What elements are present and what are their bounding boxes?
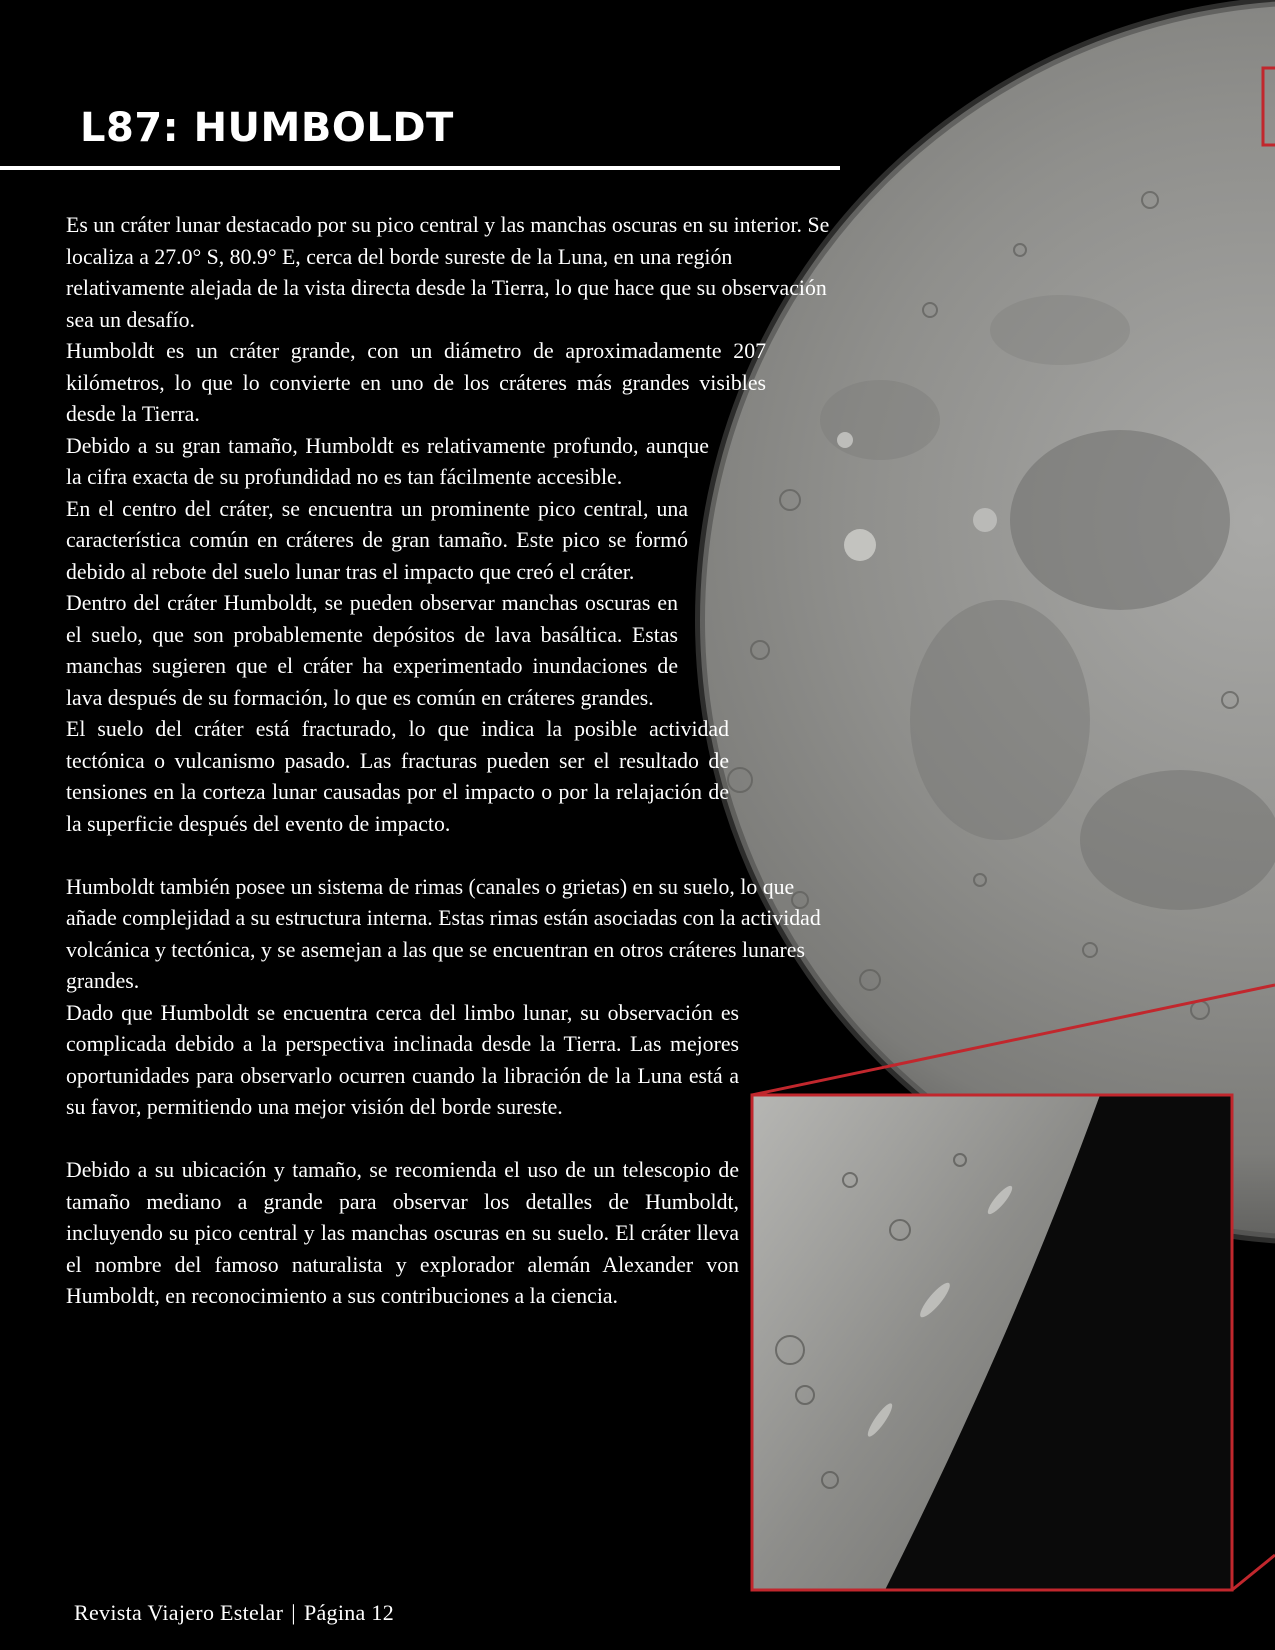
paragraph-7: Humboldt también posee un sistema de rimas (canales o grietas) en su suelo, lo que añade complejidad a su estructura interna. Estas rimas están asociadas con la actividad volcánica y tectónica, y se asemejan a las que se encuentran en otros cráteres lunares grandes. — [66, 874, 821, 993]
paragraph-1: Es un cráter lunar destacado por su pico central y las manchas oscuras en su interior. Se localiza a 27.0° S, 80.9° E, cerca del borde sureste de la Luna, en una región relativamente alejada de la vista directa desde la Tierra, lo que hace que su observación sea un desafío. — [66, 213, 830, 332]
paragraph-6: El suelo del cráter está fracturado, lo que indica la posible actividad tectónica o vulcanismo pasado. Las fracturas pueden ser el resultado de tensiones en la corteza lunar causadas por el impacto o por la relajación de la superficie después del evento de impacto. — [66, 717, 729, 836]
paragraph-2: Humboldt es un cráter grande, con un diámetro de aproximadamente 207 kilómetros, lo que lo convierte en uno de los cráteres más grandes visibles desde la Tierra. — [66, 339, 766, 426]
paragraph-4: En el centro del cráter, se encuentra un prominente pico central, una característica común en cráteres de gran tamaño. Este pico se formó debido al rebote del suelo lunar tras el impacto que creó el cráter. — [66, 496, 688, 584]
article-body — [66, 210, 856, 1313]
paragraph-8: Dado que Humboldt se encuentra cerca del limbo lunar, su observación es complicada debido a la perspectiva inclinada desde la Tierra. Las mejores oportunidades para observarlo ocurren cuando la libración de la Luna está a su favor, permitiendo una mejor visión del borde sureste. — [66, 1000, 739, 1119]
footer-page-number: Página 12 — [303, 1600, 395, 1625]
footer-separator: | — [291, 1600, 296, 1625]
page-footer — [74, 1600, 394, 1626]
connector-line-bottom — [1232, 1555, 1275, 1590]
paragraph-3: Debido a su gran tamaño, Humboldt es relativamente profundo, aunque la cifra exacta de su profundidad no es tan fácilmente accesible. — [66, 433, 709, 489]
page-title: L87: HUMBOLDT — [80, 105, 454, 151]
footer-magazine-name: Revista Viajero Estelar — [74, 1600, 284, 1625]
paragraph-gap — [66, 1124, 856, 1156]
paragraph-9: Debido a su ubicación y tamaño, se recomienda el uso de un telescopio de tamaño mediano a grande para observar los detalles de Humboldt, incluyendo su pico central y las manchas oscuras en su suelo. El cráter lleva el nombre del famoso naturalista y explorador alemán Alexander von Humboldt, en reconocimiento a sus contribuciones a la ciencia. — [66, 1158, 739, 1308]
paragraph-gap — [66, 840, 856, 872]
title-divider — [0, 166, 840, 170]
paragraph-5: Dentro del cráter Humboldt, se pueden observar manchas oscuras en el suelo, que son probablemente depósitos de lava basáltica. Estas manchas sugieren que el cráter ha experimentado inundaciones de lava después de su formación, lo que es común en cráteres grandes. — [66, 591, 678, 710]
